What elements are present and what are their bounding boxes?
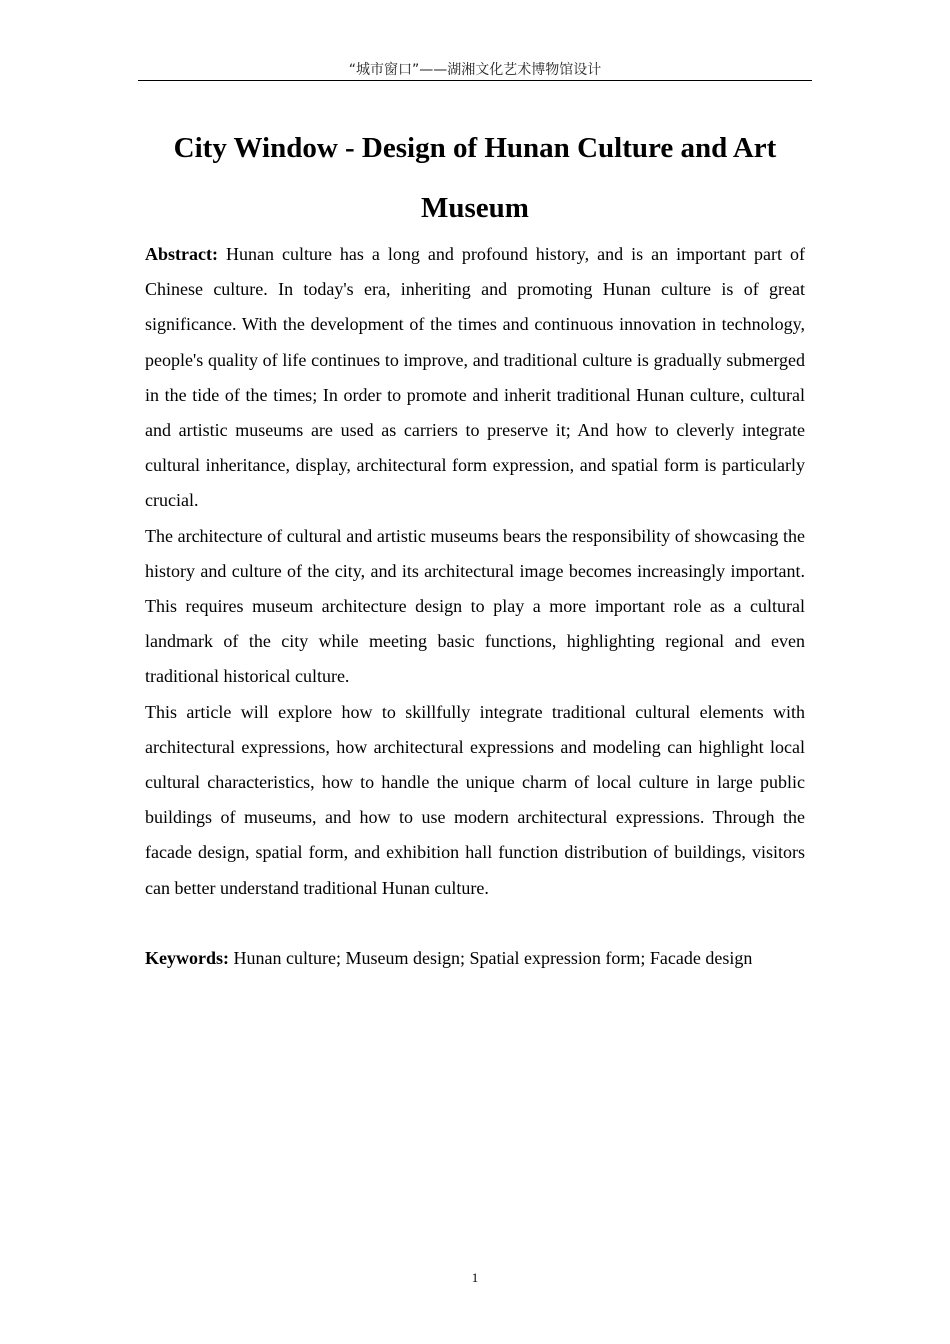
abstract-paragraph-1: [145, 237, 805, 519]
abstract-text-1: Hunan culture has a long and profound history, and is an important part of Chinese culture. In today's era, inheriting and promoting Hunan culture is of great significance. With the development of the times and continuous innovation in technology, people's quality of life continues to improve, and traditional culture is gradually submerged in the tide of the times; In order to promote and inherit traditional Hunan culture, cultural and artistic museums are used as carriers to preserve it; And how to cleverly integrate cultural inheritance, display, architectural form expression, and spatial form is particularly crucial.: [145, 244, 806, 511]
abstract-paragraph-2: The architecture of cultural and artistic museums bears the responsibility of showcasing the history and culture of the city, and its architectural image becomes increasingly important. This requires museum architecture design to play a more important role as a cultural landmark of the city while meeting basic functions, highlighting regional and even traditional historical culture.: [145, 525, 805, 687]
keywords-line: [145, 941, 805, 976]
keywords-label: Keywords:: [145, 948, 229, 969]
running-header: “城市窗口”——湖湘文化艺术博物馆设计: [348, 62, 602, 78]
document-title: City Window - Design of Hunan Culture and Art Museum: [173, 132, 777, 224]
header-divider: [138, 80, 812, 81]
keywords-text: Hunan culture; Museum design; Spatial expression form; Facade design: [233, 948, 753, 969]
abstract-paragraph-3: This article will explore how to skillfully integrate traditional cultural elements with architectural expressions, how architectural expressions and modeling can highlight local cultural characteristics, how to handle the unique charm of local culture in large public buildings of museums, and how to use modern architectural expressions. Through the facade design, spatial form, and exhibition hall function distribution of buildings, visitors can better understand traditional Hunan culture.: [145, 701, 805, 898]
page-number: 1: [471, 1270, 479, 1285]
abstract-label: Abstract:: [145, 244, 218, 264]
abstract-section: [145, 237, 805, 976]
